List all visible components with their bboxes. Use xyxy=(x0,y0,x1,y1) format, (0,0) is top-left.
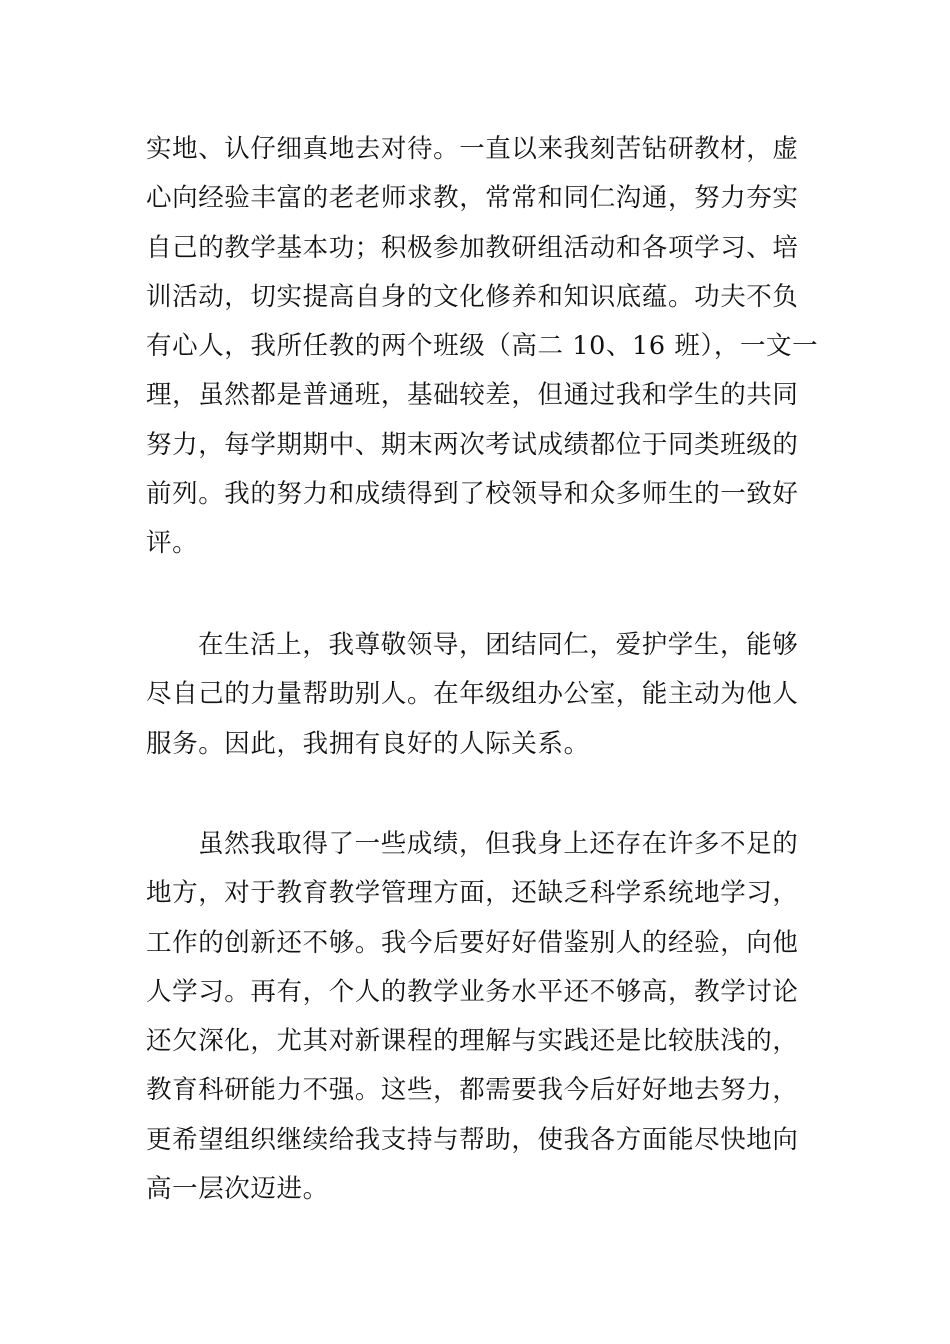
paragraph-shortcomings xyxy=(146,820,808,1214)
text-line: 理，虽然都是普通班，基础较差，但通过我和学生的共同 xyxy=(146,380,799,411)
text-line: 地方，对于教育教学管理方面，还缺乏科学系统地学习， xyxy=(146,878,799,909)
text-line: 尽自己的力量帮助别人。在年级组办公室，能主动为他人 xyxy=(146,679,799,710)
text-line: 心向经验丰富的老老师求教，常常和同仁沟通，努力夯实 xyxy=(146,183,799,214)
paragraph-teaching-work xyxy=(146,125,819,569)
text-line: 自己的教学基本功；积极参加教研组活动和各项学习、培 xyxy=(146,232,799,263)
text-line: 高一层次迈进。 xyxy=(146,1174,329,1205)
text-line: 在生活上，我尊敬领导，团结同仁，爱护学生，能够 xyxy=(198,630,799,660)
text-line: 有心人，我所任教的两个班级（高二 10、16 班），一文一 xyxy=(146,331,819,362)
text-line: 教育科研能力不强。这些，都需要我今后好好地去努力， xyxy=(146,1075,799,1106)
text-line: 评。 xyxy=(146,528,199,559)
text-line: 工作的创新还不够。我今后要好好借鉴别人的经验，向他 xyxy=(146,927,799,958)
text-line: 虽然我取得了一些成绩，但我身上还存在许多不足的 xyxy=(198,829,799,859)
text-line: 实地、认仔细真地去对待。一直以来我刻苦钻研教材，虚 xyxy=(146,134,799,164)
text-line: 训活动，切实提高自身的文化修养和知识底蕴。功夫不负 xyxy=(146,281,799,312)
text-line: 前列。我的努力和成绩得到了校领导和众多师生的一致好 xyxy=(146,479,799,510)
text-line: 还欠深化，尤其对新课程的理解与实践还是比较肤浅的， xyxy=(146,1026,799,1057)
paragraph-daily-life xyxy=(146,621,808,769)
text-line: 更希望组织继续给我支持与帮助，使我各方面能尽快地向 xyxy=(146,1124,799,1155)
text-line: 服务。因此，我拥有良好的人际关系。 xyxy=(146,728,590,759)
text-line: 人学习。再有，个人的教学业务水平还不够高，教学讨论 xyxy=(146,976,799,1007)
text-line: 努力，每学期期中、期末两次考试成绩都位于同类班级的 xyxy=(146,429,799,460)
